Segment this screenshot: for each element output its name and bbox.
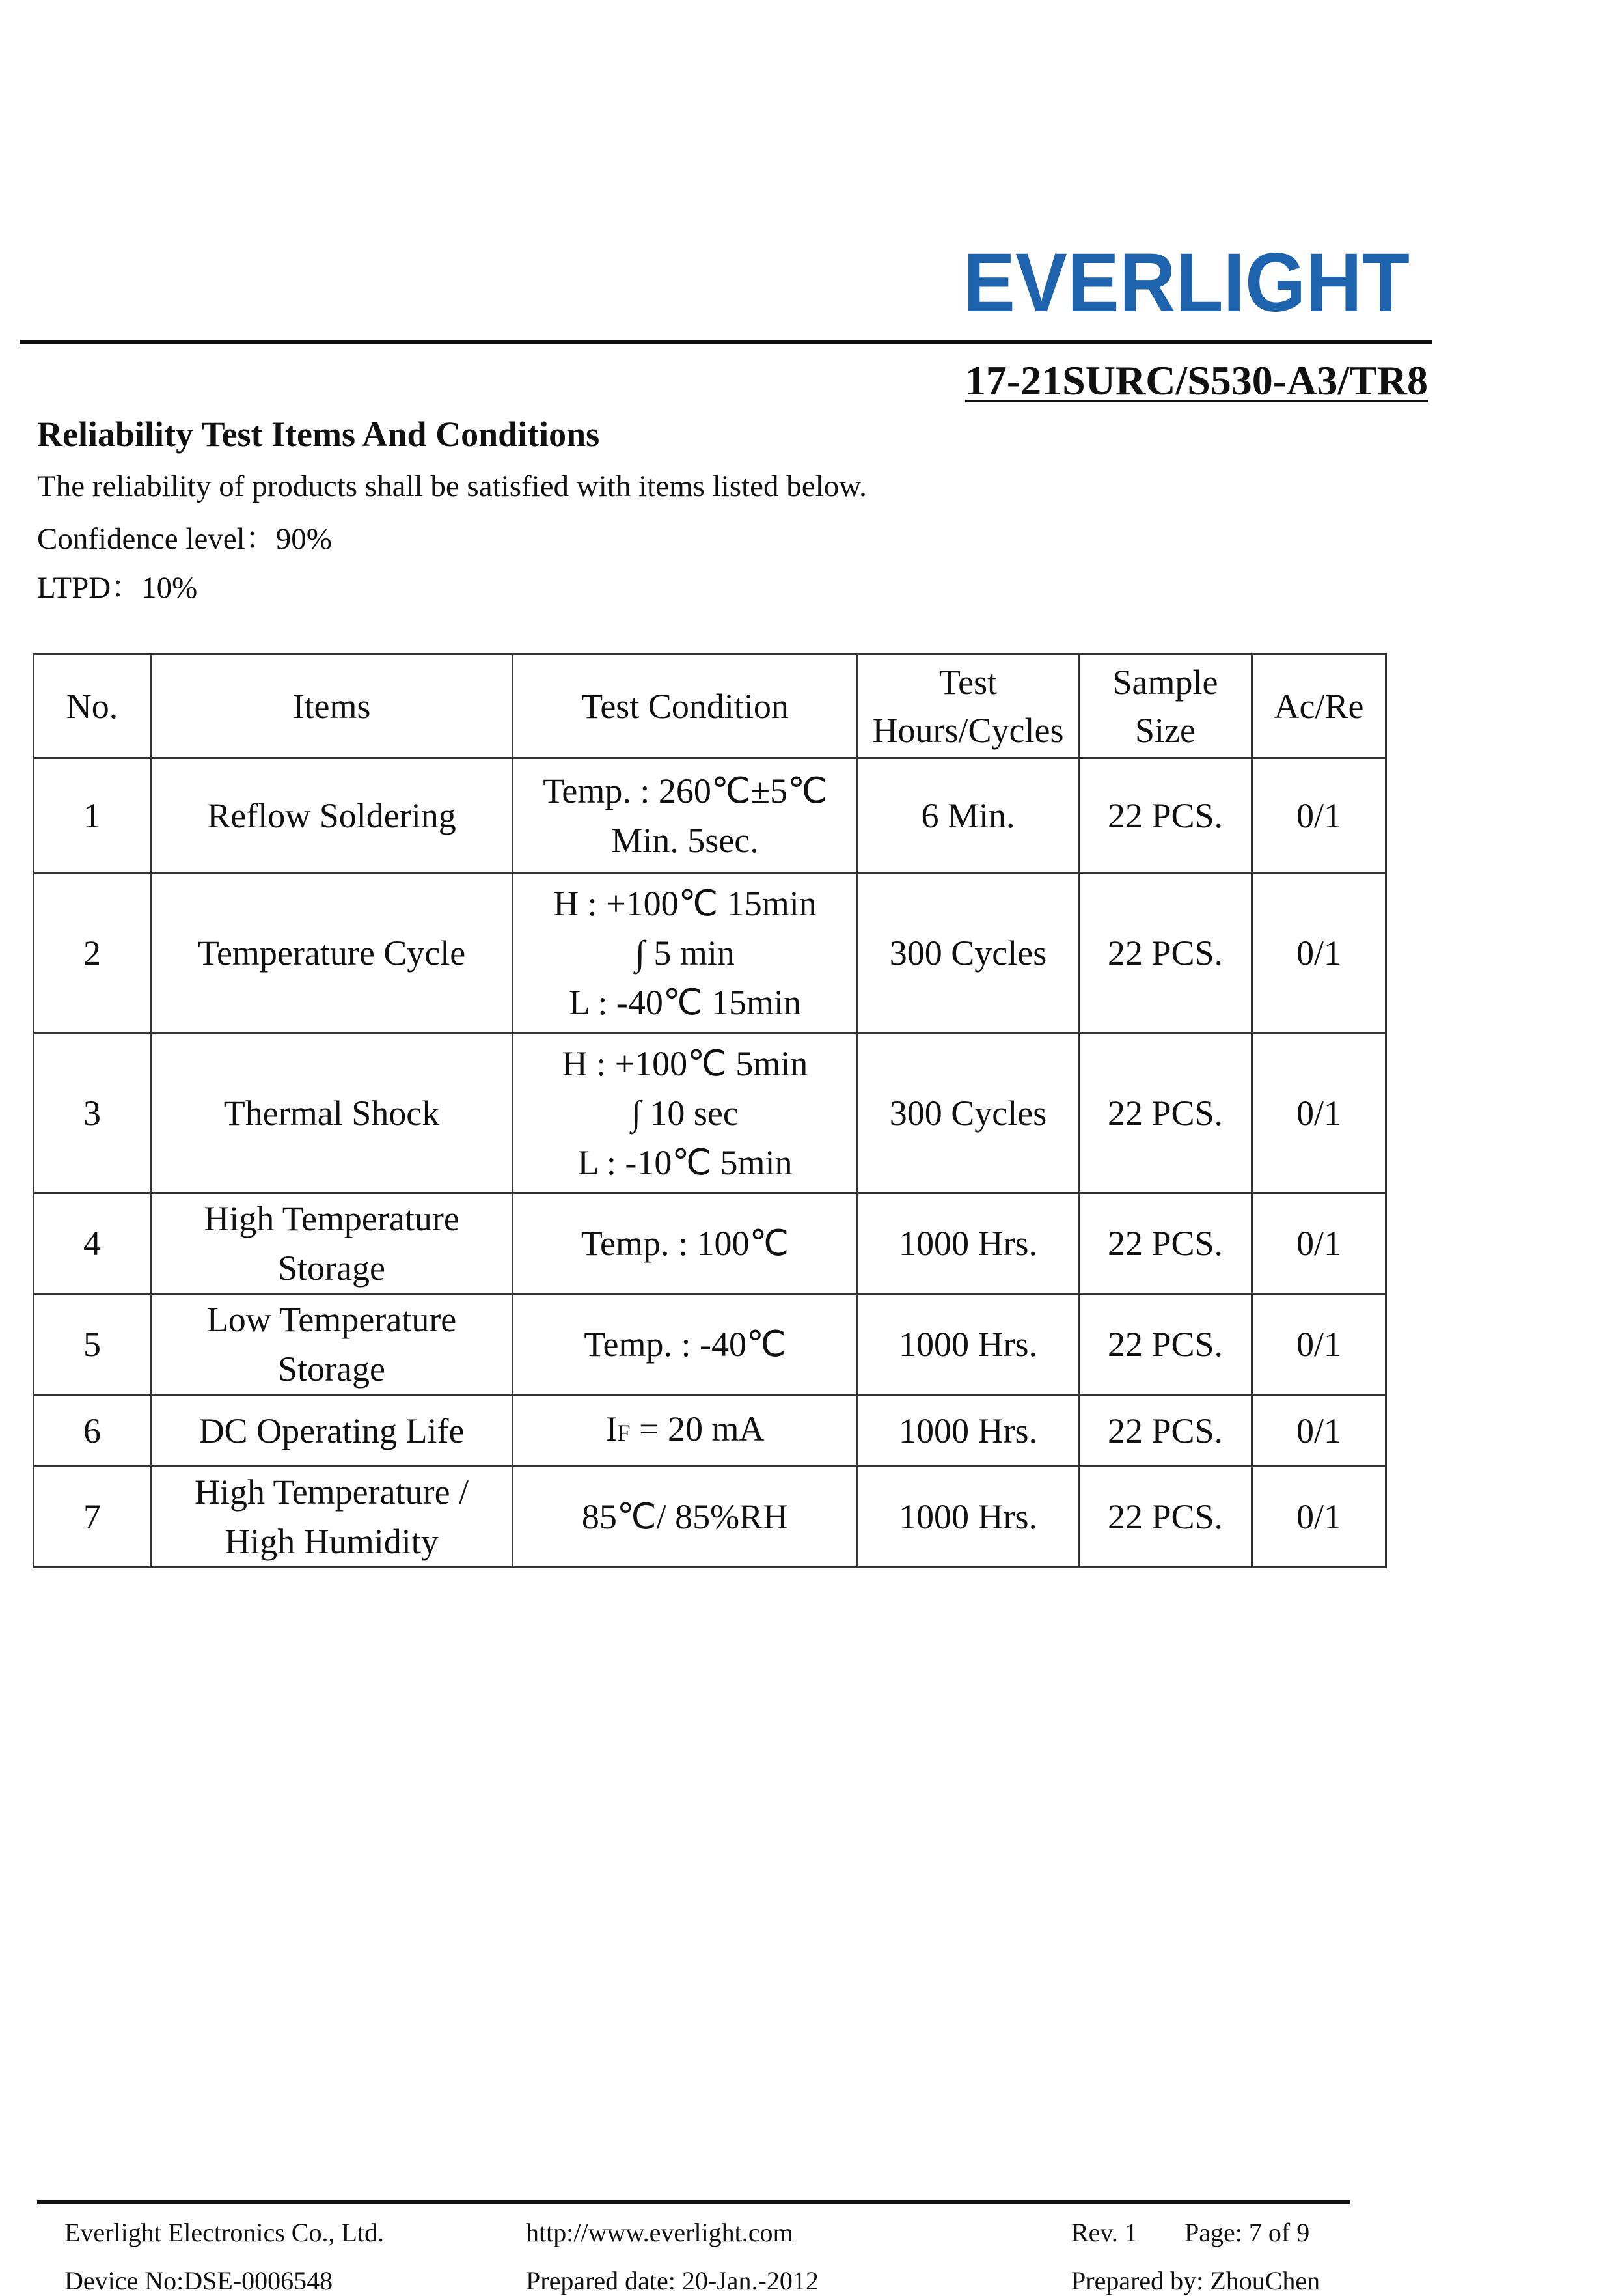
cell-condition-line: Temp. : 100℃ [581,1224,789,1263]
cell-condition-line: H : +100℃ 5min [562,1044,808,1083]
cell-condition-line: 85℃/ 85%RH [581,1497,789,1536]
table-row [34,1395,1386,1467]
cell-item-line: Temperature Cycle [197,933,466,973]
footer-company: Everlight Electronics Co., Ltd. [64,2218,384,2247]
cell-sample: 22 PCS. [1079,1193,1252,1294]
cell-acre: 0/1 [1252,1193,1386,1294]
cell-sample: 22 PCS. [1079,1033,1252,1193]
cell-condition [513,1395,858,1467]
cell-condition-line: ∫ 5 min [635,933,735,973]
table-header-row [34,654,1386,758]
footer-divider [37,2200,1350,2204]
cell-acre: 0/1 [1252,758,1386,873]
cell-condition-line: ∫ 10 sec [631,1093,739,1133]
cell-no: 6 [34,1395,151,1467]
cell-hours: 300 Cycles [858,1033,1079,1193]
ltpd-value: LTPD：10% [37,571,198,605]
header-no: No. [34,654,151,758]
cell-item [151,1033,513,1193]
current-subscript: F [617,1419,631,1446]
cell-hours: 6 Min. [858,758,1079,873]
cell-no: 3 [34,1033,151,1193]
cell-item-line: High Temperature [204,1199,459,1238]
cell-condition [513,1294,858,1395]
table-row [34,1193,1386,1294]
cell-hours: 1000 Hrs. [858,1193,1079,1294]
cell-sample: 22 PCS. [1079,1467,1252,1568]
current-value: = 20 mA [630,1409,765,1448]
cell-hours: 1000 Hrs. [858,1467,1079,1568]
reliability-test-table [33,653,1387,1568]
cell-no: 2 [34,873,151,1033]
cell-acre: 0/1 [1252,1033,1386,1193]
cell-item-line: Reflow Soldering [207,795,456,835]
footer-revision: Rev. 1 [1071,2218,1138,2247]
header-sample [1079,654,1252,758]
header-divider [20,340,1432,344]
cell-hours: 1000 Hrs. [858,1395,1079,1467]
confidence-level: Confidence level：90% [37,522,332,556]
cell-item [151,758,513,873]
everlight-logo [962,246,1411,319]
cell-condition-line: L : -40℃ 15min [568,982,802,1022]
cell-condition-line [516,1404,854,1458]
footer-website[interactable]: http://www.everlight.com [526,2218,793,2247]
header-acre: Ac/Re [1252,654,1386,758]
header-hours-line1: Test [938,662,998,702]
cell-condition [513,758,858,873]
cell-condition [513,1193,858,1294]
cell-item-line: Low Temperature [206,1300,457,1339]
header-condition: Test Condition [513,654,858,758]
cell-item-line: DC Operating Life [198,1411,465,1450]
cell-condition-line: Min. 5sec. [611,820,759,860]
cell-item [151,1467,513,1568]
cell-acre: 0/1 [1252,873,1386,1033]
logo-text: EVERLIGHT [963,246,1410,319]
cell-condition [513,1467,858,1568]
cell-sample: 22 PCS. [1079,758,1252,873]
part-number: 17-21SURC/S530-A3/TR8 [964,357,1428,404]
cell-condition-line: Temp. : 260℃±5℃ [543,771,827,810]
table-row [34,758,1386,873]
current-symbol: I [605,1409,618,1448]
cell-no: 4 [34,1193,151,1294]
header-sample-line1: Sample [1112,662,1218,702]
cell-item [151,1193,513,1294]
cell-item-line: Storage [278,1249,385,1288]
footer-page: Page: 7 of 9 [1184,2218,1310,2247]
cell-acre: 0/1 [1252,1467,1386,1568]
cell-item [151,873,513,1033]
cell-hours: 1000 Hrs. [858,1294,1079,1395]
section-title: Reliability Test Items And Conditions [37,415,600,454]
cell-acre: 0/1 [1252,1294,1386,1395]
table-body [34,758,1386,1568]
cell-item-line: Thermal Shock [223,1093,440,1133]
header-hours [858,654,1079,758]
cell-condition [513,873,858,1033]
intro-text: The reliability of products shall be satisfied with items listed below. [37,469,867,503]
cell-condition-line: Temp. : -40℃ [584,1325,786,1364]
footer-prepared-date: Prepared date: 20-Jan.-2012 [526,2266,819,2295]
cell-item-line: High Humidity [225,1522,439,1561]
cell-acre: 0/1 [1252,1395,1386,1467]
cell-item-line: High Temperature / [194,1473,469,1512]
cell-sample: 22 PCS. [1079,1395,1252,1467]
cell-no: 7 [34,1467,151,1568]
table-row [34,1033,1386,1193]
table-row [34,1294,1386,1395]
header-sample-line2: Size [1135,710,1196,750]
header-items: Items [151,654,513,758]
cell-sample: 22 PCS. [1079,873,1252,1033]
cell-condition-line: H : +100℃ 15min [553,883,817,923]
cell-no: 5 [34,1294,151,1395]
table-row [34,1467,1386,1568]
footer-device-no: Device No:DSE-0006548 [64,2266,333,2295]
cell-item-line: Storage [278,1349,385,1389]
footer-prepared-by: Prepared by: ZhouChen [1071,2266,1320,2295]
table-row [34,873,1386,1033]
header-hours-line2: Hours/Cycles [872,710,1064,750]
cell-item [151,1294,513,1395]
cell-sample: 22 PCS. [1079,1294,1252,1395]
cell-no: 1 [34,758,151,873]
cell-item [151,1395,513,1467]
cell-condition-line: L : -10℃ 5min [577,1142,793,1182]
cell-condition [513,1033,858,1193]
cell-hours: 300 Cycles [858,873,1079,1033]
